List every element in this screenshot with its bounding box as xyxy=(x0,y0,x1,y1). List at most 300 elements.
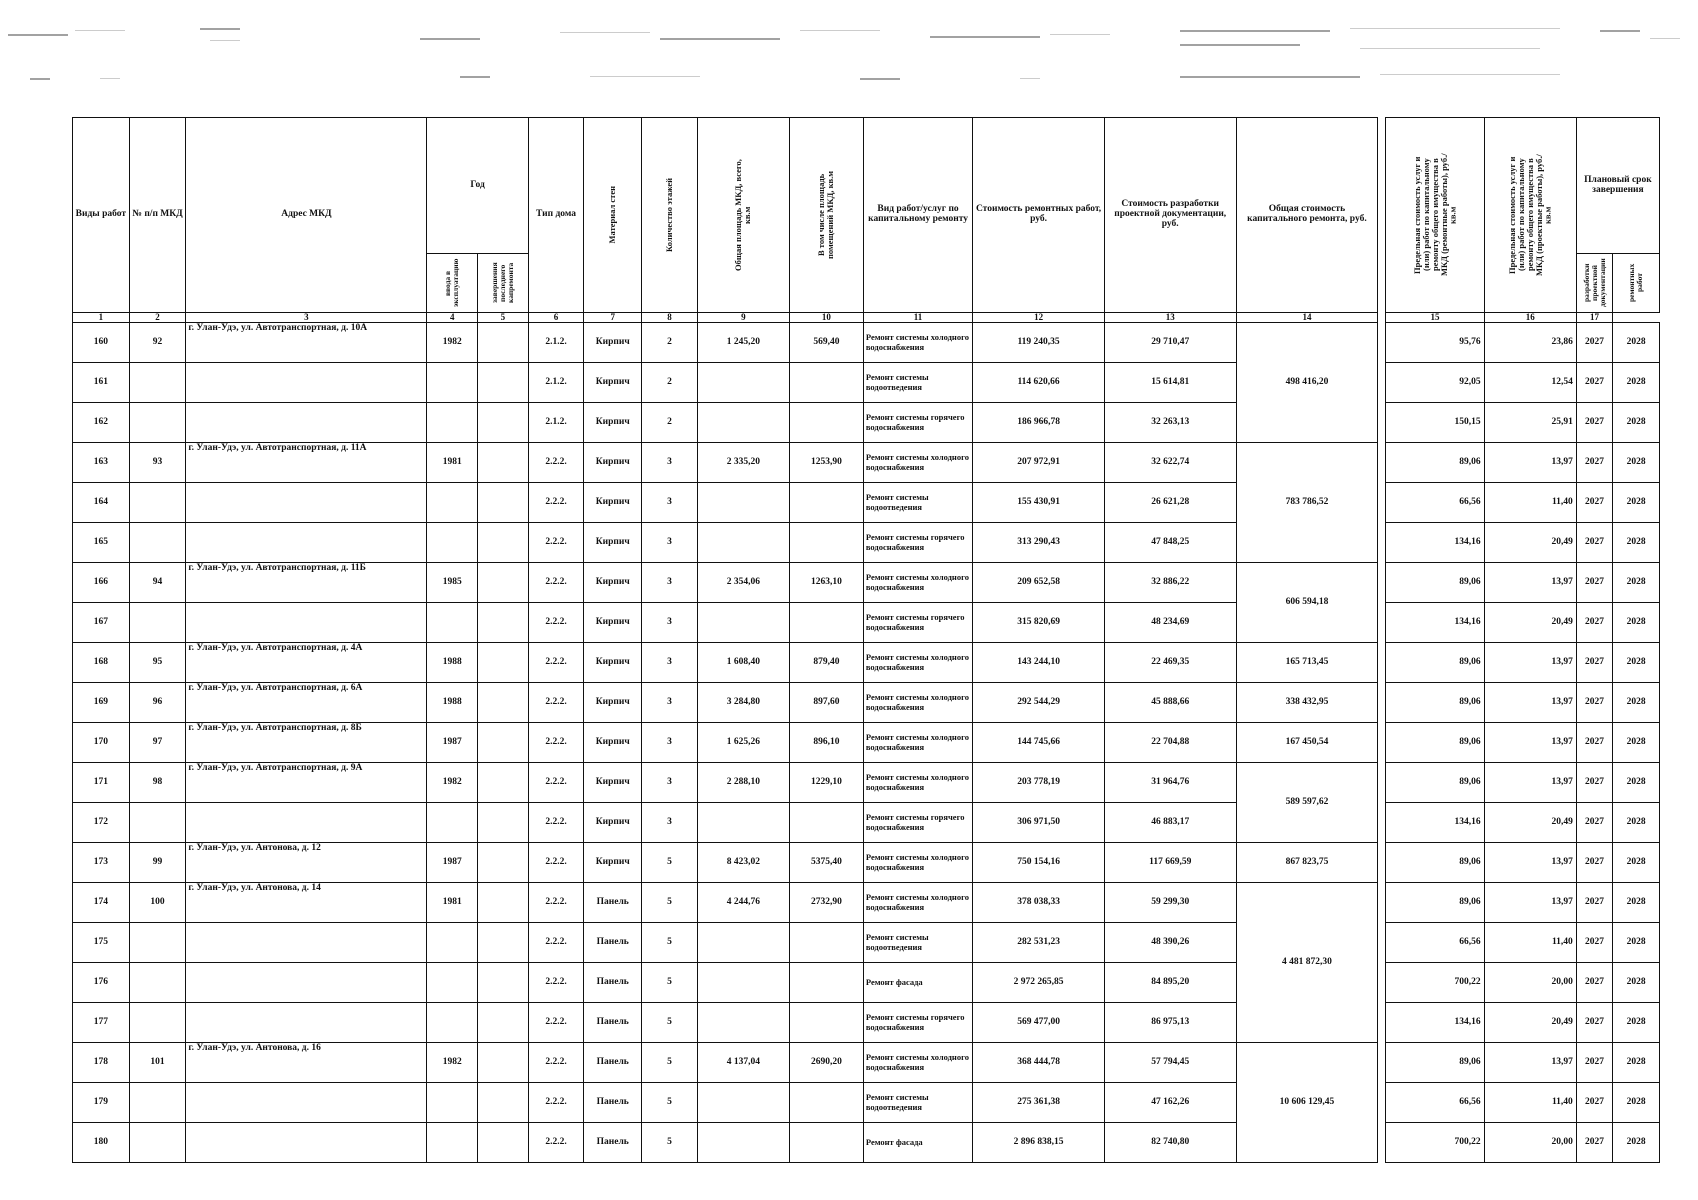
mkd-number xyxy=(129,803,186,843)
total-area-cell xyxy=(697,403,789,443)
house-type-cell: 2.2.2. xyxy=(528,643,584,683)
plan-design-year-cell: 2027 xyxy=(1576,843,1612,883)
wall-material-cell: Кирпич xyxy=(584,563,642,603)
header-wall-material: Материал стен xyxy=(584,118,642,313)
column-gap xyxy=(1378,803,1386,843)
column-number: 12 xyxy=(973,313,1105,323)
design-cost-cell: 59 299,30 xyxy=(1104,883,1236,923)
repair-cost-cell: 207 972,91 xyxy=(973,443,1105,483)
repair-cost-cell: 155 430,91 xyxy=(973,483,1105,523)
table-row xyxy=(73,603,1660,643)
column-gap xyxy=(1378,483,1386,523)
table-row xyxy=(73,1123,1660,1163)
year-last-repair-cell xyxy=(478,1083,529,1123)
work-kind-cell: Ремонт системы холодного водоснабжения xyxy=(863,1043,972,1083)
column-gap xyxy=(1378,843,1386,883)
year-commission-cell xyxy=(427,523,478,563)
work-kind-cell: Ремонт фасада xyxy=(863,963,972,1003)
limit-cost-2-cell: 20,49 xyxy=(1484,603,1576,643)
premises-area-cell xyxy=(789,603,863,643)
total-area-cell xyxy=(697,1083,789,1123)
total-cost-cell: 589 597,62 xyxy=(1236,763,1378,843)
header-repair-cost: Стоимость ремонтных работ, руб. xyxy=(973,118,1105,313)
mkd-number xyxy=(129,923,186,963)
limit-cost-1-cell: 66,56 xyxy=(1386,1083,1484,1123)
year-last-repair-cell xyxy=(478,1043,529,1083)
premises-area-cell: 569,40 xyxy=(789,323,863,363)
table-row xyxy=(73,883,1660,923)
floors-cell: 5 xyxy=(642,1123,698,1163)
limit-cost-2-cell: 11,40 xyxy=(1484,483,1576,523)
limit-cost-2-cell: 20,49 xyxy=(1484,523,1576,563)
plan-design-year-cell: 2027 xyxy=(1576,403,1612,443)
column-gap xyxy=(1378,643,1386,683)
header-year: Год xyxy=(427,118,528,254)
column-gap xyxy=(1378,883,1386,923)
limit-cost-2-cell: 20,00 xyxy=(1484,1123,1576,1163)
scan-noise-header xyxy=(0,0,1698,100)
header-total-area: Общая площадь МКД, всего, кв.м xyxy=(697,118,789,313)
plan-repair-year-cell: 2028 xyxy=(1613,523,1660,563)
limit-cost-1-cell: 134,16 xyxy=(1386,803,1484,843)
premises-area-cell xyxy=(789,963,863,1003)
wall-material-cell: Кирпич xyxy=(584,603,642,643)
plan-repair-year-cell: 2028 xyxy=(1613,563,1660,603)
year-last-repair-cell xyxy=(478,523,529,563)
limit-cost-1-cell: 134,16 xyxy=(1386,603,1484,643)
row-number: 172 xyxy=(73,803,130,843)
column-gap xyxy=(1378,323,1386,363)
row-number: 165 xyxy=(73,523,130,563)
plan-repair-year-cell: 2028 xyxy=(1613,1043,1660,1083)
column-number: 14 xyxy=(1236,313,1378,323)
year-commission-cell xyxy=(427,803,478,843)
year-last-repair-cell xyxy=(478,843,529,883)
floors-cell: 2 xyxy=(642,403,698,443)
limit-cost-1-cell: 134,16 xyxy=(1386,1003,1484,1043)
year-last-repair-cell xyxy=(478,763,529,803)
plan-repair-year-cell: 2028 xyxy=(1613,443,1660,483)
mkd-number xyxy=(129,1003,186,1043)
total-area-cell xyxy=(697,963,789,1003)
limit-cost-1-cell: 89,06 xyxy=(1386,843,1484,883)
year-commission-cell: 1988 xyxy=(427,643,478,683)
column-gap xyxy=(1378,923,1386,963)
design-cost-cell: 84 895,20 xyxy=(1104,963,1236,1003)
total-area-cell: 2 288,10 xyxy=(697,763,789,803)
limit-cost-1-cell: 89,06 xyxy=(1386,683,1484,723)
plan-repair-year-cell: 2028 xyxy=(1613,883,1660,923)
year-commission-cell xyxy=(427,603,478,643)
house-type-cell: 2.2.2. xyxy=(528,923,584,963)
work-kind-cell: Ремонт системы водоотведения xyxy=(863,363,972,403)
year-commission-cell: 1981 xyxy=(427,883,478,923)
repair-cost-cell: 292 544,29 xyxy=(973,683,1105,723)
total-area-cell xyxy=(697,363,789,403)
plan-repair-year-cell: 2028 xyxy=(1613,843,1660,883)
work-kind-cell: Ремонт системы водоотведения xyxy=(863,923,972,963)
address-cell: г. Улан-Удэ, ул. Антонова, д. 14 xyxy=(186,883,427,923)
house-type-cell: 2.2.2. xyxy=(528,1083,584,1123)
total-area-cell: 4 244,76 xyxy=(697,883,789,923)
header-premises-area: В том числе площадь помещений МКД, кв.м xyxy=(789,118,863,313)
row-number: 160 xyxy=(73,323,130,363)
table-row xyxy=(73,1043,1660,1083)
premises-area-cell xyxy=(789,403,863,443)
work-kind-cell: Ремонт системы горячего водоснабжения xyxy=(863,523,972,563)
premises-area-cell xyxy=(789,1123,863,1163)
year-last-repair-cell xyxy=(478,643,529,683)
plan-design-year-cell: 2027 xyxy=(1576,363,1612,403)
total-area-cell: 1 608,40 xyxy=(697,643,789,683)
mkd-number xyxy=(129,363,186,403)
limit-cost-2-cell: 13,97 xyxy=(1484,883,1576,923)
column-number: 4 xyxy=(427,313,478,323)
year-commission-cell: 1982 xyxy=(427,763,478,803)
total-cost-cell: 498 416,20 xyxy=(1236,323,1378,443)
header-plan-design: разработки проектной документации xyxy=(1576,254,1612,313)
premises-area-cell: 1263,10 xyxy=(789,563,863,603)
address-cell xyxy=(186,1003,427,1043)
header-limit-cost-1: Предельная стоимость услуг и (или) работ по капитальному ремонту общего имущества в МКД (ремонтные работы), руб./кв.м xyxy=(1386,118,1484,313)
address-cell xyxy=(186,523,427,563)
repair-cost-cell: 114 620,66 xyxy=(973,363,1105,403)
house-type-cell: 2.1.2. xyxy=(528,323,584,363)
address-cell: г. Улан-Удэ, ул. Антонова, д. 12 xyxy=(186,843,427,883)
column-number: 6 xyxy=(528,313,584,323)
floors-cell: 3 xyxy=(642,803,698,843)
plan-repair-year-cell: 2028 xyxy=(1613,603,1660,643)
floors-cell: 3 xyxy=(642,443,698,483)
mkd-number: 93 xyxy=(129,443,186,483)
year-last-repair-cell xyxy=(478,923,529,963)
design-cost-cell: 86 975,13 xyxy=(1104,1003,1236,1043)
work-kind-cell: Ремонт системы холодного водоснабжения xyxy=(863,763,972,803)
column-gap xyxy=(1378,963,1386,1003)
column-number: 10 xyxy=(789,313,863,323)
address-cell: г. Улан-Удэ, ул. Антонова, д. 16 xyxy=(186,1043,427,1083)
table-row xyxy=(73,643,1660,683)
plan-repair-year-cell: 2028 xyxy=(1613,323,1660,363)
repair-cost-cell: 378 038,33 xyxy=(973,883,1105,923)
year-commission-cell xyxy=(427,483,478,523)
repair-cost-cell: 313 290,43 xyxy=(973,523,1105,563)
year-last-repair-cell xyxy=(478,403,529,443)
limit-cost-2-cell: 20,49 xyxy=(1484,803,1576,843)
header-year-commission: ввода в эксплуатацию xyxy=(427,254,478,313)
total-area-cell xyxy=(697,1123,789,1163)
total-cost-cell: 10 606 129,45 xyxy=(1236,1043,1378,1163)
table-row xyxy=(73,403,1660,443)
column-gap xyxy=(1378,723,1386,763)
work-kind-cell: Ремонт фасада xyxy=(863,1123,972,1163)
row-number: 161 xyxy=(73,363,130,403)
plan-design-year-cell: 2027 xyxy=(1576,763,1612,803)
wall-material-cell: Кирпич xyxy=(584,843,642,883)
work-kind-cell: Ремонт системы водоотведения xyxy=(863,483,972,523)
floors-cell: 5 xyxy=(642,923,698,963)
limit-cost-1-cell: 700,22 xyxy=(1386,1123,1484,1163)
mkd-number xyxy=(129,483,186,523)
column-number: 1 xyxy=(73,313,130,323)
year-commission-cell: 1987 xyxy=(427,843,478,883)
plan-design-year-cell: 2027 xyxy=(1576,963,1612,1003)
table-row xyxy=(73,803,1660,843)
year-last-repair-cell xyxy=(478,963,529,1003)
limit-cost-2-cell: 11,40 xyxy=(1484,1083,1576,1123)
row-number: 169 xyxy=(73,683,130,723)
row-number: 167 xyxy=(73,603,130,643)
mkd-number: 101 xyxy=(129,1043,186,1083)
column-number: 9 xyxy=(697,313,789,323)
house-type-cell: 2.2.2. xyxy=(528,1043,584,1083)
mkd-number: 98 xyxy=(129,763,186,803)
year-commission-cell xyxy=(427,403,478,443)
address-cell xyxy=(186,1123,427,1163)
mkd-number: 92 xyxy=(129,323,186,363)
floors-cell: 5 xyxy=(642,963,698,1003)
row-number: 164 xyxy=(73,483,130,523)
year-last-repair-cell xyxy=(478,483,529,523)
column-gap xyxy=(1378,563,1386,603)
wall-material-cell: Кирпич xyxy=(584,403,642,443)
design-cost-cell: 117 669,59 xyxy=(1104,843,1236,883)
repair-cost-cell: 569 477,00 xyxy=(973,1003,1105,1043)
house-type-cell: 2.2.2. xyxy=(528,723,584,763)
premises-area-cell: 1253,90 xyxy=(789,443,863,483)
house-type-cell: 2.2.2. xyxy=(528,1123,584,1163)
house-type-cell: 2.2.2. xyxy=(528,843,584,883)
year-commission-cell xyxy=(427,1123,478,1163)
work-kind-cell: Ремонт системы горячего водоснабжения xyxy=(863,803,972,843)
design-cost-cell: 32 622,74 xyxy=(1104,443,1236,483)
total-cost-cell: 167 450,54 xyxy=(1236,723,1378,763)
premises-area-cell xyxy=(789,803,863,843)
floors-cell: 3 xyxy=(642,683,698,723)
repair-cost-cell: 203 778,19 xyxy=(973,763,1105,803)
wall-material-cell: Панель xyxy=(584,883,642,923)
wall-material-cell: Кирпич xyxy=(584,683,642,723)
limit-cost-2-cell: 13,97 xyxy=(1484,643,1576,683)
mkd-number: 97 xyxy=(129,723,186,763)
total-cost-cell: 783 786,52 xyxy=(1236,443,1378,563)
floors-cell: 3 xyxy=(642,763,698,803)
header-plan-term: Плановый срок завершения xyxy=(1576,118,1659,254)
header-plan-repair: ремонтных работ xyxy=(1613,254,1660,313)
plan-repair-year-cell: 2028 xyxy=(1613,1123,1660,1163)
premises-area-cell: 897,60 xyxy=(789,683,863,723)
design-cost-cell: 48 234,69 xyxy=(1104,603,1236,643)
limit-cost-2-cell: 20,49 xyxy=(1484,1003,1576,1043)
work-kind-cell: Ремонт системы горячего водоснабжения xyxy=(863,603,972,643)
limit-cost-2-cell: 13,97 xyxy=(1484,843,1576,883)
year-commission-cell xyxy=(427,963,478,1003)
year-last-repair-cell xyxy=(478,603,529,643)
column-gap xyxy=(1378,1083,1386,1123)
floors-cell: 3 xyxy=(642,563,698,603)
work-kind-cell: Ремонт системы холодного водоснабжения xyxy=(863,683,972,723)
limit-cost-1-cell: 700,22 xyxy=(1386,963,1484,1003)
limit-cost-2-cell: 25,91 xyxy=(1484,403,1576,443)
year-last-repair-cell xyxy=(478,883,529,923)
house-type-cell: 2.2.2. xyxy=(528,883,584,923)
table-row xyxy=(73,1083,1660,1123)
limit-cost-2-cell: 13,97 xyxy=(1484,763,1576,803)
mkd-number xyxy=(129,963,186,1003)
work-kind-cell: Ремонт системы холодного водоснабжения xyxy=(863,723,972,763)
mkd-number xyxy=(129,403,186,443)
year-commission-cell: 1988 xyxy=(427,683,478,723)
limit-cost-2-cell: 13,97 xyxy=(1484,683,1576,723)
design-cost-cell: 29 710,47 xyxy=(1104,323,1236,363)
repair-cost-cell: 2 896 838,15 xyxy=(973,1123,1105,1163)
plan-design-year-cell: 2027 xyxy=(1576,1043,1612,1083)
plan-design-year-cell: 2027 xyxy=(1576,803,1612,843)
address-cell: г. Улан-Удэ, ул. Автотранспортная, д. 9А xyxy=(186,763,427,803)
work-kind-cell: Ремонт системы холодного водоснабжения xyxy=(863,643,972,683)
year-commission-cell: 1982 xyxy=(427,1043,478,1083)
header-house-type: Тип дома xyxy=(528,118,584,313)
floors-cell: 3 xyxy=(642,483,698,523)
design-cost-cell: 47 162,26 xyxy=(1104,1083,1236,1123)
row-number: 177 xyxy=(73,1003,130,1043)
mkd-number xyxy=(129,523,186,563)
work-kind-cell: Ремонт системы холодного водоснабжения xyxy=(863,443,972,483)
mkd-number xyxy=(129,603,186,643)
row-number: 174 xyxy=(73,883,130,923)
wall-material-cell: Кирпич xyxy=(584,443,642,483)
total-area-cell: 1 245,20 xyxy=(697,323,789,363)
limit-cost-1-cell: 89,06 xyxy=(1386,563,1484,603)
year-commission-cell xyxy=(427,363,478,403)
column-number: 7 xyxy=(584,313,642,323)
floors-cell: 3 xyxy=(642,723,698,763)
limit-cost-1-cell: 66,56 xyxy=(1386,923,1484,963)
premises-area-cell xyxy=(789,923,863,963)
row-number: 175 xyxy=(73,923,130,963)
plan-repair-year-cell: 2028 xyxy=(1613,643,1660,683)
mkd-number: 100 xyxy=(129,883,186,923)
plan-design-year-cell: 2027 xyxy=(1576,603,1612,643)
total-area-cell xyxy=(697,603,789,643)
column-gap xyxy=(1378,603,1386,643)
limit-cost-2-cell: 20,00 xyxy=(1484,963,1576,1003)
plan-repair-year-cell: 2028 xyxy=(1613,403,1660,443)
year-last-repair-cell xyxy=(478,683,529,723)
address-cell: г. Улан-Удэ, ул. Автотранспортная, д. 11Б xyxy=(186,563,427,603)
limit-cost-1-cell: 89,06 xyxy=(1386,443,1484,483)
year-commission-cell xyxy=(427,1083,478,1123)
repair-cost-cell: 282 531,23 xyxy=(973,923,1105,963)
total-area-cell: 1 625,26 xyxy=(697,723,789,763)
house-type-cell: 2.2.2. xyxy=(528,483,584,523)
header-design-cost: Стоимость разработки проектной документации, руб. xyxy=(1104,118,1236,313)
work-kind-cell: Ремонт системы холодного водоснабжения xyxy=(863,323,972,363)
floors-cell: 5 xyxy=(642,843,698,883)
limit-cost-2-cell: 23,86 xyxy=(1484,323,1576,363)
repair-cost-cell: 306 971,50 xyxy=(973,803,1105,843)
address-cell: г. Улан-Удэ, ул. Автотранспортная, д. 11А xyxy=(186,443,427,483)
column-gap xyxy=(1378,523,1386,563)
total-area-cell: 8 423,02 xyxy=(697,843,789,883)
design-cost-cell: 26 621,28 xyxy=(1104,483,1236,523)
limit-cost-1-cell: 150,15 xyxy=(1386,403,1484,443)
plan-repair-year-cell: 2028 xyxy=(1613,763,1660,803)
column-gap xyxy=(1378,1003,1386,1043)
plan-repair-year-cell: 2028 xyxy=(1613,1003,1660,1043)
work-kind-cell: Ремонт системы холодного водоснабжения xyxy=(863,563,972,603)
limit-cost-1-cell: 66,56 xyxy=(1386,483,1484,523)
row-number: 171 xyxy=(73,763,130,803)
premises-area-cell: 5375,40 xyxy=(789,843,863,883)
work-kind-cell: Ремонт системы водоотведения xyxy=(863,1083,972,1123)
repair-cost-cell: 275 361,38 xyxy=(973,1083,1105,1123)
limit-cost-1-cell: 89,06 xyxy=(1386,723,1484,763)
address-cell xyxy=(186,603,427,643)
year-commission-cell xyxy=(427,1003,478,1043)
table-row xyxy=(73,843,1660,883)
total-area-cell xyxy=(697,1003,789,1043)
row-number: 173 xyxy=(73,843,130,883)
address-cell xyxy=(186,363,427,403)
column-gap xyxy=(1378,363,1386,403)
address-cell xyxy=(186,963,427,1003)
table-row xyxy=(73,363,1660,403)
floors-cell: 5 xyxy=(642,1083,698,1123)
row-number: 176 xyxy=(73,963,130,1003)
wall-material-cell: Панель xyxy=(584,963,642,1003)
wall-material-cell: Кирпич xyxy=(584,763,642,803)
premises-area-cell: 879,40 xyxy=(789,643,863,683)
house-type-cell: 2.2.2. xyxy=(528,563,584,603)
plan-repair-year-cell: 2028 xyxy=(1613,963,1660,1003)
plan-design-year-cell: 2027 xyxy=(1576,723,1612,763)
year-last-repair-cell xyxy=(478,723,529,763)
column-number: 3 xyxy=(186,313,427,323)
house-type-cell: 2.2.2. xyxy=(528,1003,584,1043)
year-commission-cell: 1985 xyxy=(427,563,478,603)
work-kind-cell: Ремонт системы холодного водоснабжения xyxy=(863,883,972,923)
total-area-cell: 4 137,04 xyxy=(697,1043,789,1083)
row-number: 178 xyxy=(73,1043,130,1083)
column-gap xyxy=(1378,403,1386,443)
table-row xyxy=(73,723,1660,763)
work-kind-cell: Ремонт системы горячего водоснабжения xyxy=(863,403,972,443)
limit-cost-2-cell: 13,97 xyxy=(1484,723,1576,763)
address-cell: г. Улан-Удэ, ул. Автотранспортная, д. 8Б xyxy=(186,723,427,763)
total-cost-cell: 4 481 872,30 xyxy=(1236,883,1378,1043)
year-last-repair-cell xyxy=(478,1003,529,1043)
wall-material-cell: Панель xyxy=(584,1083,642,1123)
plan-design-year-cell: 2027 xyxy=(1576,1003,1612,1043)
premises-area-cell xyxy=(789,483,863,523)
table-row xyxy=(73,763,1660,803)
floors-cell: 5 xyxy=(642,883,698,923)
design-cost-cell: 47 848,25 xyxy=(1104,523,1236,563)
plan-design-year-cell: 2027 xyxy=(1576,563,1612,603)
wall-material-cell: Кирпич xyxy=(584,723,642,763)
year-last-repair-cell xyxy=(478,323,529,363)
plan-repair-year-cell: 2028 xyxy=(1613,1083,1660,1123)
premises-area-cell: 1229,10 xyxy=(789,763,863,803)
plan-design-year-cell: 2027 xyxy=(1576,323,1612,363)
premises-area-cell: 2690,20 xyxy=(789,1043,863,1083)
limit-cost-1-cell: 89,06 xyxy=(1386,1043,1484,1083)
design-cost-cell: 82 740,80 xyxy=(1104,1123,1236,1163)
table-row xyxy=(73,923,1660,963)
table-row xyxy=(73,963,1660,1003)
plan-repair-year-cell: 2028 xyxy=(1613,363,1660,403)
